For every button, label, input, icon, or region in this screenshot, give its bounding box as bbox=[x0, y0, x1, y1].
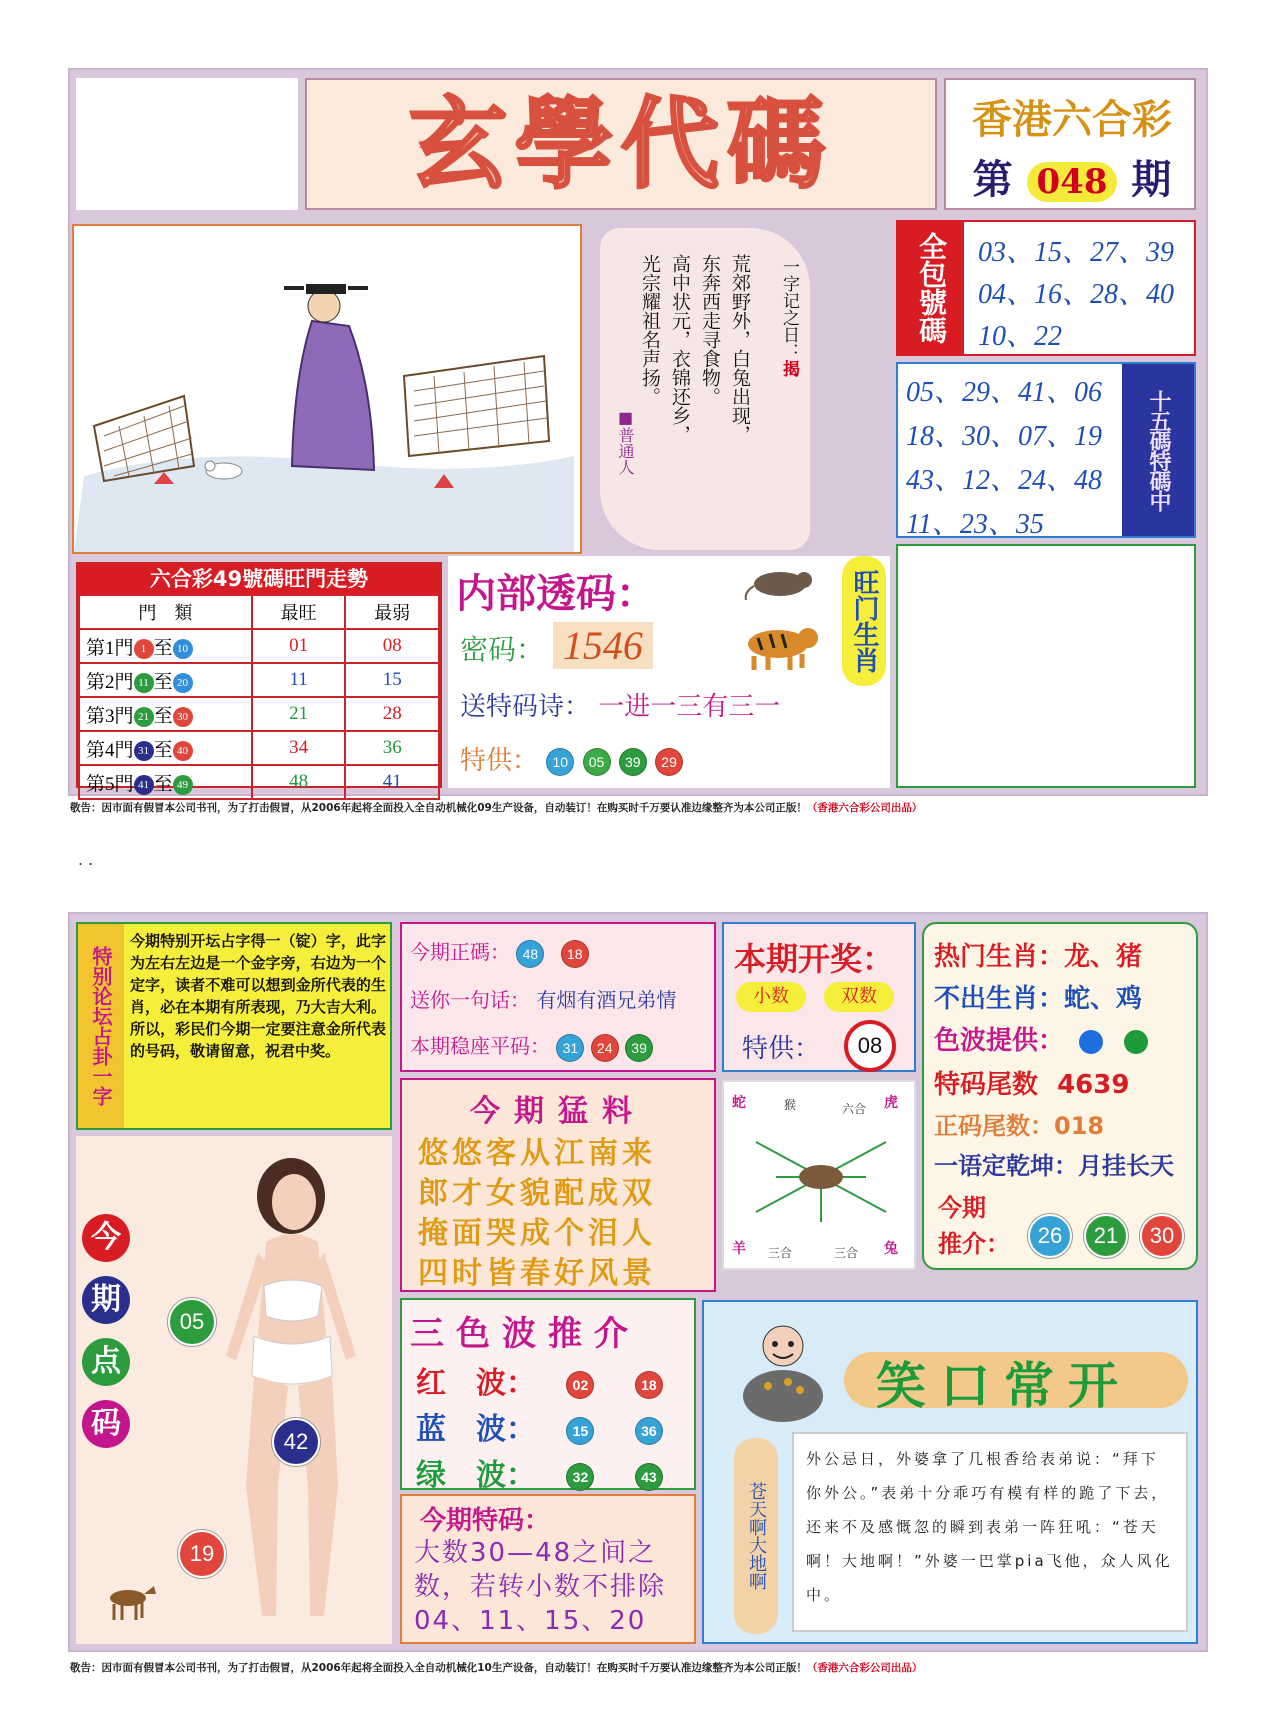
draw-special-label: 特供： bbox=[742, 1034, 821, 1064]
door-to-ball: 30 bbox=[173, 707, 193, 727]
notice-text: 敬告：因市面有假冒本公司书刊，为了打击假冒，从2006年起将全面投入全自动机械化 bbox=[70, 1662, 478, 1674]
door-row bbox=[79, 731, 439, 765]
zodiac-bottom-4: 兔 bbox=[884, 1241, 898, 1257]
green-line bbox=[416, 1450, 663, 1494]
special-code-text: 大数30—48之间之数，若转小数不排除04、11、15、20 bbox=[414, 1538, 667, 1636]
zhengma-label: 今期正碼： bbox=[410, 940, 510, 964]
lottery-name: 香港六合彩 bbox=[972, 96, 1172, 143]
door-worst: 36 bbox=[345, 731, 439, 765]
door-best: 21 bbox=[252, 697, 346, 731]
forum-box bbox=[76, 922, 392, 1130]
saying-label: 一语定乾坤： bbox=[934, 1152, 1078, 1180]
door-worst: 41 bbox=[345, 765, 439, 799]
saying-line bbox=[934, 1146, 1174, 1181]
poem-footer: ■普通人 bbox=[616, 408, 635, 475]
forum-label: 特别论坛占卦一字 bbox=[78, 924, 124, 1128]
no-zodiac-line bbox=[934, 978, 1142, 1015]
red-label: 红 波： bbox=[416, 1366, 536, 1401]
phrase-value: 有烟有酒兄弟情 bbox=[536, 988, 677, 1012]
saying-value: 月挂长天 bbox=[1078, 1152, 1174, 1180]
door-from-ball: 21 bbox=[134, 707, 154, 727]
door-row bbox=[79, 765, 439, 799]
issue-suffix: 期 bbox=[1131, 156, 1172, 203]
door-from-ball: 41 bbox=[134, 775, 154, 795]
tail-value: 4639 bbox=[1057, 1070, 1130, 1100]
red-line bbox=[416, 1358, 663, 1402]
fifteen-row-1: 05、29、41、06 bbox=[906, 377, 1103, 408]
poem-line-3: 高中状元，衣锦还乡， bbox=[669, 254, 691, 444]
poem-hidden-char: 揭 bbox=[779, 360, 799, 377]
special-ball: 39 bbox=[619, 748, 647, 776]
scholar-rabbit-drawing bbox=[74, 226, 580, 552]
zodiac-top-4: 虎 bbox=[884, 1095, 898, 1111]
model-panel bbox=[76, 1136, 392, 1644]
zodiac-diagram bbox=[722, 1080, 916, 1270]
notice-brand: （香港六合彩公司出品） bbox=[806, 1662, 923, 1674]
pingma-line bbox=[410, 1030, 653, 1062]
meng-line-2: 郎才女貌配成双 bbox=[418, 1176, 656, 1211]
compass-graphic bbox=[746, 1122, 896, 1232]
password-value: 1546 bbox=[553, 622, 653, 669]
green-dot-icon bbox=[1124, 1030, 1148, 1054]
all-ball-box bbox=[896, 220, 1196, 356]
door-title: 六合彩49號碼旺門走勢 bbox=[78, 564, 440, 594]
door-best: 48 bbox=[252, 765, 346, 799]
notice-2 bbox=[70, 1660, 922, 1675]
door-from-ball: 11 bbox=[134, 673, 154, 693]
red-ball: 02 bbox=[566, 1371, 594, 1399]
empty-right-box bbox=[896, 544, 1196, 788]
fifteen-row-3: 43、12、24、48 bbox=[906, 465, 1103, 496]
notice-1 bbox=[70, 800, 922, 815]
poem-line-4: 光宗耀祖名声扬。 bbox=[639, 254, 661, 406]
meng-liao-box bbox=[400, 1078, 716, 1292]
notice-brand: （香港六合彩公司出品） bbox=[806, 802, 923, 814]
door-to-ball: 10 bbox=[173, 639, 193, 659]
hot-zodiac-line bbox=[934, 936, 1142, 973]
all-ball-row-3: 10、22 bbox=[978, 321, 1063, 352]
zheng-tail-line bbox=[934, 1106, 1104, 1141]
tail-label: 特码尾数 bbox=[934, 1070, 1039, 1100]
poem-scroll bbox=[600, 228, 810, 550]
zhengma-ball: 18 bbox=[561, 940, 589, 968]
door-row bbox=[79, 697, 439, 731]
three-color-title: 三色波推介 bbox=[410, 1314, 640, 1354]
hot-zodiac-label: 热门生肖： bbox=[934, 942, 1065, 972]
phrase-line bbox=[410, 984, 676, 1013]
green-label: 绿 波： bbox=[416, 1458, 536, 1493]
hot-zodiac-value: 龙、猪 bbox=[1064, 942, 1143, 972]
door-header-type: 門 類 bbox=[79, 595, 252, 629]
door-to-word: 至 bbox=[153, 671, 173, 693]
model-ball: 42 bbox=[272, 1418, 320, 1466]
today-codes-box bbox=[400, 922, 716, 1072]
door-trend-box bbox=[76, 562, 442, 795]
password-label: 密码： bbox=[460, 633, 545, 666]
rat-icon bbox=[744, 562, 814, 602]
door-name: 第2門 bbox=[86, 671, 134, 693]
all-ball-row-1: 03、15、27、39 bbox=[978, 237, 1175, 268]
special-ball: 29 bbox=[655, 748, 683, 776]
meng-line-3: 掩面哭成个泪人 bbox=[418, 1216, 656, 1251]
door-name: 第3門 bbox=[86, 705, 134, 727]
page-title: 玄學代碼 bbox=[408, 87, 833, 202]
poem-line-1: 荒郊野外，白兔出现， bbox=[729, 254, 751, 444]
door-from-ball: 1 bbox=[134, 639, 154, 659]
forum-text: 今期特别开坛占字得一（锭）字，此字为左右左边是一个金字旁，右边为一个定字，读者不难可以想到金所代表的生肖，必在本期有所表现，乃大吉大利。所以，彩民们今期一定要注意金所代表的号码，敬请留意，祝君中奖。 bbox=[130, 932, 386, 1060]
zheng-tail-value: 018 bbox=[1054, 1112, 1105, 1140]
issue-number: 048 bbox=[1027, 162, 1118, 202]
joke-text: 外公忌日，外婆拿了几根香给表弟说：“拜下你外公。”表弟十分乖巧有模有样的跪了下去，还来不及感慨忽的瞬到表弟一阵狂吼：“苍天啊！大地啊！”外婆一巴掌pia飞他，众人风化中。 bbox=[792, 1432, 1188, 1632]
pingma-label: 本期稳座平码： bbox=[410, 1034, 550, 1058]
separator-dots: . . bbox=[78, 850, 94, 869]
door-best: 11 bbox=[252, 663, 346, 697]
wangmen-label: 旺门生肖 bbox=[842, 556, 886, 686]
scholar-illustration bbox=[72, 224, 582, 554]
blue-ball: 15 bbox=[566, 1417, 594, 1445]
fifteen-label: 十五碼特碼中 bbox=[1122, 364, 1194, 536]
poem-send-value: 一进一三有三一 bbox=[598, 692, 781, 722]
draw-title: 本期开奖： bbox=[734, 940, 895, 978]
recommend-ball: 21 bbox=[1084, 1214, 1128, 1258]
recommend-ball: 30 bbox=[1140, 1214, 1184, 1258]
zodiac-top-3: 六合 bbox=[842, 1102, 867, 1116]
phrase-label: 送你一句话： bbox=[410, 988, 530, 1012]
pingma-ball: 31 bbox=[556, 1034, 584, 1062]
blue-label: 蓝 波： bbox=[416, 1412, 536, 1447]
door-name: 第5門 bbox=[86, 773, 134, 795]
color-line bbox=[934, 1020, 1148, 1057]
door-table bbox=[78, 594, 440, 800]
model-ball: 05 bbox=[168, 1298, 216, 1346]
poem-title bbox=[777, 258, 802, 498]
door-row bbox=[79, 629, 439, 663]
issue-prefix: 第 bbox=[972, 156, 1013, 203]
special-ball: 05 bbox=[583, 748, 611, 776]
poem-send-line bbox=[460, 686, 780, 723]
door-to-word: 至 bbox=[153, 773, 173, 795]
door-worst: 15 bbox=[345, 663, 439, 697]
draw-opt-small: 小数 bbox=[736, 982, 806, 1012]
zhengma-line bbox=[410, 936, 589, 968]
zodiac-top-1: 蛇 bbox=[732, 1095, 746, 1111]
all-ball-label: 全包號碼 bbox=[898, 222, 964, 354]
recommend-label-1: 今期 bbox=[938, 1194, 986, 1222]
hot-zodiac-panel bbox=[922, 922, 1198, 1270]
red-ball: 18 bbox=[635, 1371, 663, 1399]
door-row bbox=[79, 663, 439, 697]
recommend-ball: 26 bbox=[1028, 1214, 1072, 1258]
door-header-worst: 最弱 bbox=[345, 595, 439, 629]
three-color-box bbox=[400, 1298, 696, 1493]
special-label: 特供： bbox=[460, 746, 539, 776]
door-from-ball: 31 bbox=[134, 741, 154, 761]
draw-opt-even: 双数 bbox=[824, 982, 894, 1012]
dot-label-4: 码 bbox=[82, 1400, 130, 1448]
door-to-word: 至 bbox=[153, 637, 173, 659]
dot-label-3: 点 bbox=[82, 1338, 130, 1386]
blue-dot-icon bbox=[1079, 1030, 1103, 1054]
color-label: 色波提供： bbox=[934, 1026, 1065, 1056]
pingma-ball: 39 bbox=[625, 1034, 653, 1062]
door-to-ball: 20 bbox=[173, 673, 193, 693]
draw-box bbox=[722, 922, 916, 1072]
issue-line bbox=[954, 148, 1190, 205]
blue-ball: 36 bbox=[635, 1417, 663, 1445]
fifteen-box bbox=[896, 362, 1196, 538]
meng-line-1: 悠悠客从江南来 bbox=[418, 1136, 656, 1171]
zodiac-bottom-2: 三合 bbox=[768, 1246, 793, 1260]
tiger-icon bbox=[738, 616, 818, 672]
zodiac-top-2: 猴 bbox=[784, 1098, 797, 1112]
draw-special-ball: 08 bbox=[844, 1020, 896, 1072]
green-ball: 43 bbox=[635, 1463, 663, 1491]
pingma-ball: 24 bbox=[591, 1034, 619, 1062]
poem-title-text: 一字记之日： bbox=[779, 258, 799, 360]
zodiac-bottom-3: 三合 bbox=[834, 1246, 859, 1260]
zheng-tail-label: 正码尾数： bbox=[934, 1112, 1054, 1140]
green-ball: 32 bbox=[566, 1463, 594, 1491]
smile-title: 笑口常开 bbox=[876, 1356, 1132, 1415]
door-to-ball: 49 bbox=[173, 775, 193, 795]
door-header-best: 最旺 bbox=[252, 595, 346, 629]
no-zodiac-label: 不出生肖： bbox=[934, 984, 1065, 1014]
door-to-ball: 40 bbox=[173, 741, 193, 761]
meng-title: 今期猛料 bbox=[470, 1094, 646, 1129]
meng-line-4: 四时皆春好风景 bbox=[418, 1256, 656, 1291]
poem-line-2: 东奔西走寻食物。 bbox=[699, 254, 721, 406]
model-photo bbox=[206, 1156, 376, 1626]
door-worst: 28 bbox=[345, 697, 439, 731]
horse-icon bbox=[100, 1580, 160, 1624]
door-name: 第4門 bbox=[86, 739, 134, 761]
blank-logo-box bbox=[76, 78, 298, 210]
password-line bbox=[460, 622, 653, 669]
door-to-word: 至 bbox=[153, 739, 173, 761]
joke-label: 苍天啊大地啊 bbox=[734, 1438, 778, 1634]
model-ball: 19 bbox=[178, 1530, 226, 1578]
special-ball: 10 bbox=[546, 748, 574, 776]
no-zodiac-value: 蛇、鸡 bbox=[1064, 984, 1143, 1014]
door-name: 第1門 bbox=[86, 637, 134, 659]
title-banner bbox=[305, 78, 937, 210]
inside-code-box bbox=[448, 556, 890, 788]
fifteen-row-2: 18、30、07、19 bbox=[906, 421, 1103, 452]
dot-label-2: 期 bbox=[82, 1276, 130, 1324]
notice-text: 敬告：因市面有假冒本公司书刊，为了打击假冒，从2006年起将全面投入全自动机械化 bbox=[70, 802, 478, 814]
recommend-label-2: 推介： bbox=[938, 1230, 1010, 1258]
door-header-row bbox=[79, 595, 439, 629]
door-worst: 08 bbox=[345, 629, 439, 663]
notice-text-mid: 10生产设备，自动装订！在购买时千万要认准边缘整齐为本公司正版！ bbox=[477, 1662, 807, 1674]
inside-title: 内部透码： bbox=[456, 570, 656, 617]
zhengma-ball: 48 bbox=[516, 940, 544, 968]
fifteen-row-4: 11、23、35 bbox=[906, 509, 1044, 540]
door-best: 34 bbox=[252, 731, 346, 765]
issue-box bbox=[944, 78, 1196, 210]
special-line bbox=[460, 740, 683, 777]
notice-text-mid: 09生产设备，自动装订！在购买时千万要认准边缘整齐为本公司正版！ bbox=[477, 802, 807, 814]
zodiac-bottom-1: 羊 bbox=[732, 1241, 746, 1257]
door-best: 01 bbox=[252, 629, 346, 663]
tail-line bbox=[934, 1064, 1129, 1101]
special-code-title: 今期特码： bbox=[420, 1506, 551, 1536]
door-to-word: 至 bbox=[153, 705, 173, 727]
dot-label-1: 今 bbox=[82, 1214, 130, 1262]
special-code-box bbox=[400, 1494, 696, 1644]
all-ball-row-2: 04、16、28、40 bbox=[978, 279, 1175, 310]
poem-send-label: 送特码诗： bbox=[460, 692, 591, 722]
smile-panel bbox=[702, 1300, 1198, 1644]
money-monkey-icon bbox=[728, 1316, 838, 1426]
blue-line bbox=[416, 1404, 663, 1448]
